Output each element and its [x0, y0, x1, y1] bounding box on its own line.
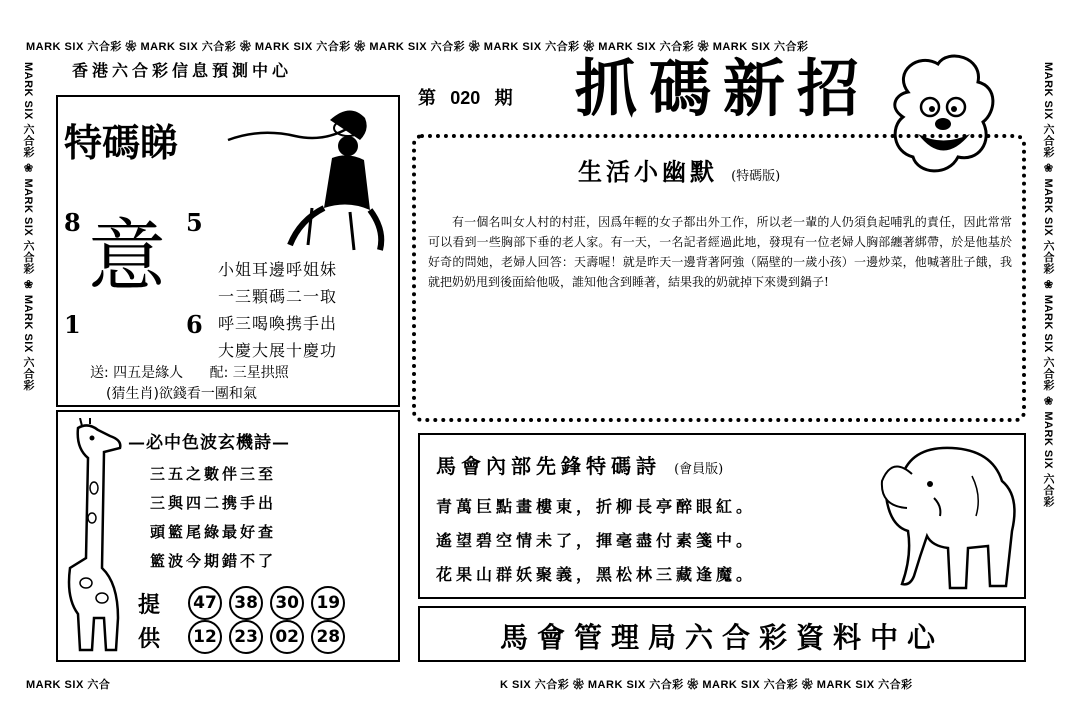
tema-poem-line: 一三顆碼二一取: [218, 287, 338, 306]
elephant-illustration: [872, 436, 1024, 596]
top-ticker: MARK SIX 六合彩 ❀ MARK SIX 六合彩 ❀ MARK SIX 六合彩 ❀ MARK SIX 六合彩 ❀ MARK SIX 六合彩 ❀ MARK SIX 六合彩 ❀ MARK SIX 六合彩: [26, 41, 809, 53]
tema-digit-3: 1: [64, 310, 81, 339]
wave-title: —必中色波玄機詩—: [128, 433, 290, 453]
issue-suffix: 期: [494, 88, 513, 109]
tema-poem-line: 呼三喝喚携手出: [218, 314, 338, 333]
issue-number-line: [418, 84, 513, 110]
number-ball: 38: [229, 586, 263, 620]
main-title: 抓碼新招: [575, 52, 872, 125]
gong-label: 供: [138, 626, 161, 652]
numbers-row-1: [188, 586, 347, 620]
humor-title: 生活小幽默: [578, 157, 718, 186]
wave-poem-line: 頭籃尾綠最好查: [150, 523, 277, 541]
tema-send-line: [90, 362, 289, 382]
horse-poem-line: 遙望碧空情未了，揮毫盡付素箋中。: [436, 531, 757, 550]
tema-big-char: 意: [88, 212, 167, 302]
number-ball: 30: [270, 586, 304, 620]
horse-poem-title: 馬會內部先鋒特碼詩: [436, 454, 661, 478]
horse-poem-line: 青萬巨點畫樓東，折柳長亭醉眼紅。: [436, 497, 757, 516]
tema-digit-1: 8: [64, 208, 81, 237]
wave-poem-line: 三與四二携手出: [150, 494, 277, 512]
issue-number: 020: [450, 88, 481, 108]
left-ticker: MARK SIX 六合彩 ❀ MARK SIX 六合彩 ❀ MARK SIX 六合彩: [22, 62, 34, 391]
ti-label: 提: [138, 592, 161, 618]
tema-digit-2: 5: [186, 208, 203, 237]
number-ball: 23: [229, 620, 263, 654]
dancer-illustration: [220, 100, 398, 258]
number-ball: 47: [188, 586, 222, 620]
humor-body: 有一個名叫女人村的村莊，因爲年輕的女子都出外工作，所以老一輩的人仍須負起哺乳的責任，因此常常可以看到一些胸部下垂的老人家。有一天，一名記者經過此地，發現有一位老婦人胸部纏著綁帶，於是他基於好奇的問她，老婦人回答：天壽喔！就是昨天一邊背著阿強（隔壁的一歲小孩）一邊炒菜，他喊著肚子餓，我就把奶奶甩到後面給他吸，誰知他含到睡著，結果我的奶就掉下來燙到鍋子!: [428, 215, 1012, 289]
tema-poem-line: 小姐耳邊呼姐妹: [218, 260, 338, 279]
pair-label: 配:: [209, 365, 229, 381]
send-label: 送:: [90, 365, 109, 381]
tema-digit-4: 6: [186, 310, 203, 339]
wave-poem-line: 籃波今期錯不了: [150, 552, 277, 570]
pair-value: 三星拱照: [232, 365, 289, 381]
humor-title-line: [578, 152, 780, 187]
number-ball: 19: [311, 586, 345, 620]
wave-poem-line: 三五之數伴三至: [150, 465, 277, 483]
horse-poem-title-line: [436, 450, 723, 479]
numbers-row-2: [188, 620, 347, 654]
horse-poem-lines: [436, 490, 756, 592]
tema-poem-line: 大慶大展十慶功: [218, 341, 338, 360]
send-value: 四五是緣人: [113, 365, 184, 381]
issue-prefix: 第: [418, 88, 436, 109]
bottom-ticker-right: K SIX 六合彩 ❀ MARK SIX 六合彩 ❀ MARK SIX 六合彩 ❀ MARK SIX 六合彩: [500, 679, 913, 691]
humor-subtitle: (特碼版): [731, 169, 781, 184]
right-ticker: MARK SIX 六合彩 ❀ MARK SIX 六合彩 ❀ MARK SIX 六合彩 ❀ MARK SIX 六合彩: [1042, 62, 1054, 508]
horse-poem-line: 花果山群妖聚義，黑松林三藏逢魔。: [436, 565, 757, 584]
tema-title: 特碼睇: [64, 120, 179, 165]
horse-poem-subtitle: (會員版): [674, 462, 724, 477]
giraffe-illustration: [58, 418, 138, 654]
bottom-ticker-left: MARK SIX 六合: [26, 679, 111, 691]
prediction-center-name: 香港六合彩信息預測中心: [72, 61, 293, 80]
tema-guess-line: (猜生肖)欲錢看一團和氣: [106, 386, 257, 402]
wave-poem: [150, 460, 276, 576]
number-ball: 12: [188, 620, 222, 654]
number-ball: 28: [311, 620, 345, 654]
number-ball: 02: [270, 620, 304, 654]
footer-banner-text: 馬會管理局六合彩資料中心: [499, 621, 944, 654]
tema-poem: [218, 256, 337, 364]
